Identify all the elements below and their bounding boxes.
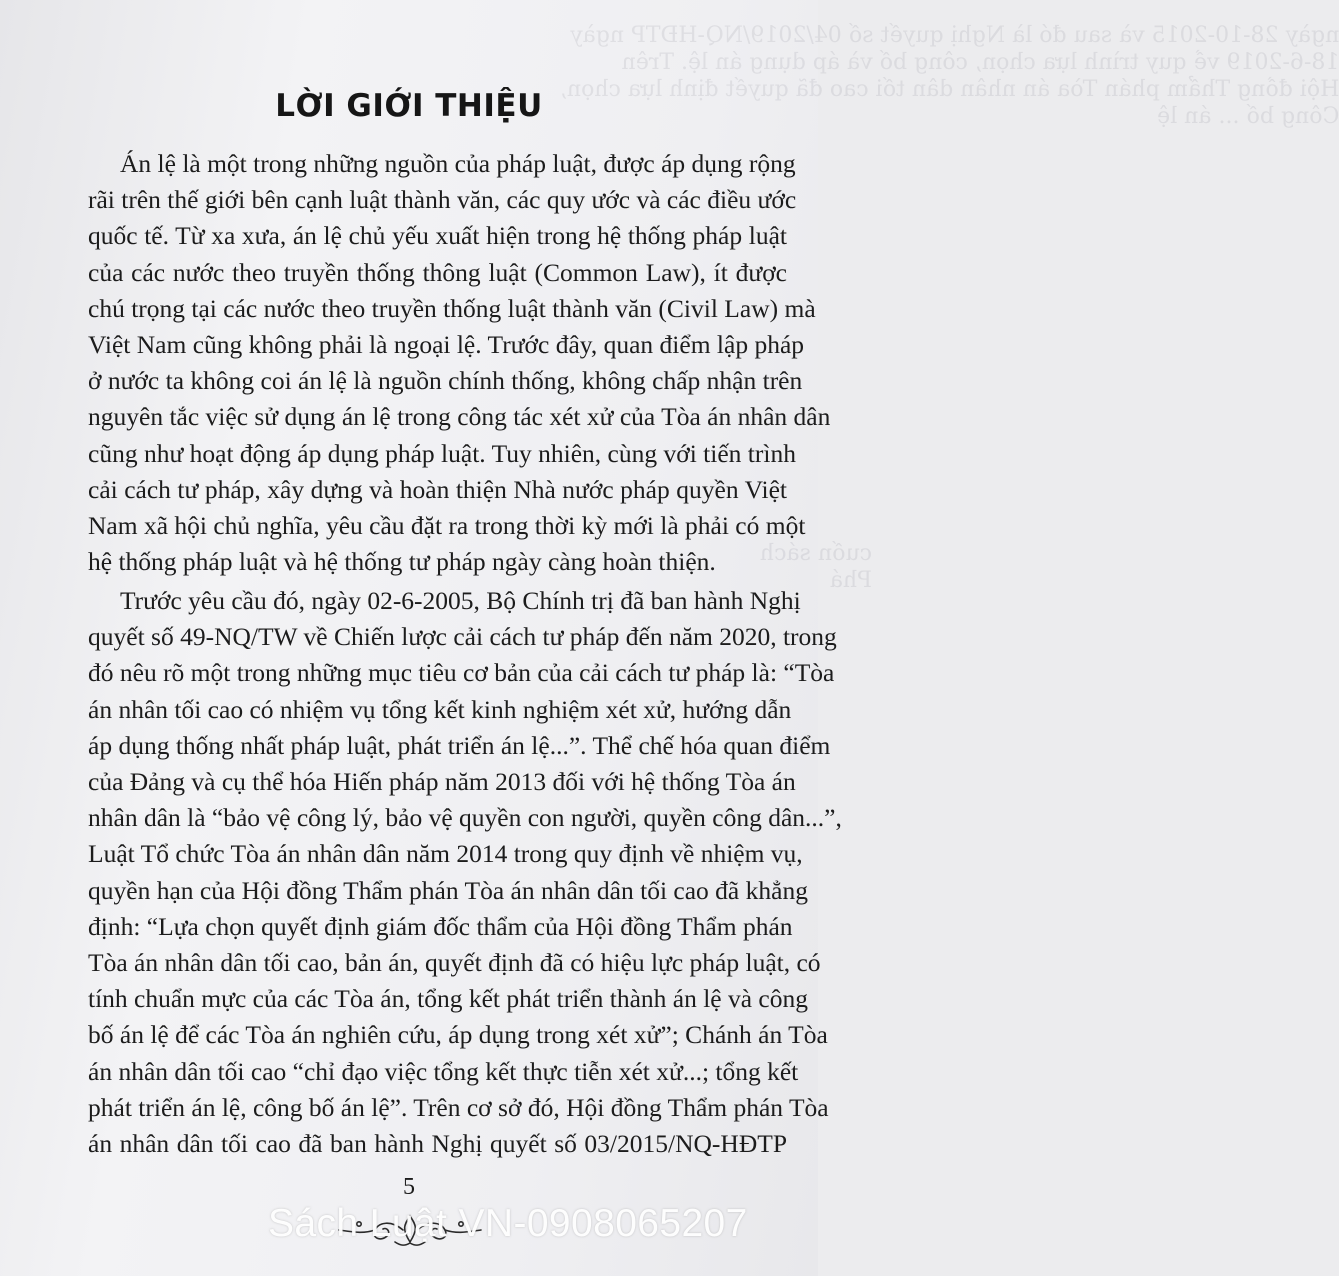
text-line: Tòa án nhân dân tối cao, bản án, quyết định đã có hiệu lực pháp luật, có [88,948,821,978]
text-line: bố án lệ để các Tòa án nghiên cứu, áp dụng trong xét xử”; Chánh án Tòa [88,1020,828,1050]
text-line: nguyên tắc việc sử dụng án lệ trong công tác xét xử của Tòa án nhân dân [88,402,831,432]
page-number: 5 [403,1174,415,1200]
text-line: Nam xã hội chủ nghĩa, yêu cầu đặt ra trong thời kỳ mới là phải có một [88,511,806,541]
text-line: phát triển án lệ, công bố án lệ”. Trên cơ sở đó, Hội đồng Thẩm phán Tòa [88,1092,829,1122]
text-line: Án lệ là một trong những nguồn của pháp luật, được áp dụng rộng [120,149,796,178]
text-line: hệ thống pháp luật và hệ thống tư pháp ngày càng hoàn thiện. [88,547,716,577]
watermark-text: Sách Luật VN-0908065207 [268,1202,748,1245]
text-line: của các nước theo truyền thống thông luật (Common Law), ít được [88,257,787,287]
text-line: án nhân tối cao có nhiệm vụ tổng kết kinh nghiệm xét xử, hướng dẫn [88,694,792,724]
text-line: rãi trên thế giới bên cạnh luật thành văn, các quy ước và các điều ước [88,185,797,215]
text-line: ở nước ta không coi án lệ là nguồn chính thống, không chấp nhận trên [88,366,803,396]
text-line: quyết số 49-NQ/TW về Chiến lược cải cách tư pháp đến năm 2020, trong [88,622,837,652]
text-line: của Đảng và cụ thể hóa Hiến pháp năm 2013 đối với hệ thống Tòa án [88,767,796,797]
paragraph-intro [88,146,831,580]
bleed-through-text-top: ngày 28-10-2015 và sau đó là Nghị quyết số 04/2019/NQ-HĐTP ngày 18-6-2019 về quy trình lựa chọn, công bố và áp dụng án lệ. Trên Hội đồng Thẩm phán Tòa án nhân dân tối cao đã quyết định lựa chọn, Công bố ... án lệ [560,23,1339,129]
text-line: chú trọng tại các nước theo truyền thống luật thành văn (Civil Law) mà [88,293,816,323]
text-line: quốc tế. Từ xa xưa, án lệ chủ yếu xuất hiện trong hệ thống pháp luật [88,221,787,251]
text-line: Luật Tổ chức Tòa án nhân dân năm 2014 trong quy định về nhiệm vụ, [88,839,803,869]
paragraph-background [88,583,842,1162]
text-line: định: “Lựa chọn quyết định giám đốc thẩm của Hội đồng Thẩm phán [88,911,793,941]
text-line: nhân dân là “bảo vệ công lý, bảo vệ quyền con người, quyền công dân...”, [88,803,842,833]
page-title: LỜI GIỚI THIỆU [275,88,543,124]
text-line: tính chuẩn mực của các Tòa án, tổng kết phát triển thành án lệ và công [88,984,809,1014]
text-line: cũng như hoạt động áp dụng pháp luật. Tuy nhiên, cùng với tiến trình [88,438,796,468]
text-line: án nhân dân tối cao đã ban hành Nghị quyết số 03/2015/NQ-HĐTP [88,1129,787,1159]
text-line: án nhân dân tối cao “chỉ đạo việc tổng kết thực tiễn xét xử...; tổng kết [88,1056,799,1086]
text-line: áp dụng thống nhất pháp luật, phát triển án lệ...”. Thể chế hóa quan điểm [88,730,831,760]
text-line: cải cách tư pháp, xây dựng và hoàn thiện Nhà nước pháp quyền Việt [88,474,787,504]
text-line: Trước yêu cầu đó, ngày 02-6-2005, Bộ Chính trị đã ban hành Nghị [120,586,801,615]
text-line: đó nêu rõ một trong những mục tiêu cơ bản của cải cách tư pháp là: “Tòa [88,658,835,688]
text-line: quyền hạn của Hội đồng Thẩm phán Tòa án nhân dân tối cao đã khẳng [88,875,808,905]
text-line: Việt Nam cũng không phải là ngoại lệ. Trước đây, quan điểm lập pháp [88,330,805,360]
bleed-through-text-middle: cuốn sách Phá [760,541,873,593]
